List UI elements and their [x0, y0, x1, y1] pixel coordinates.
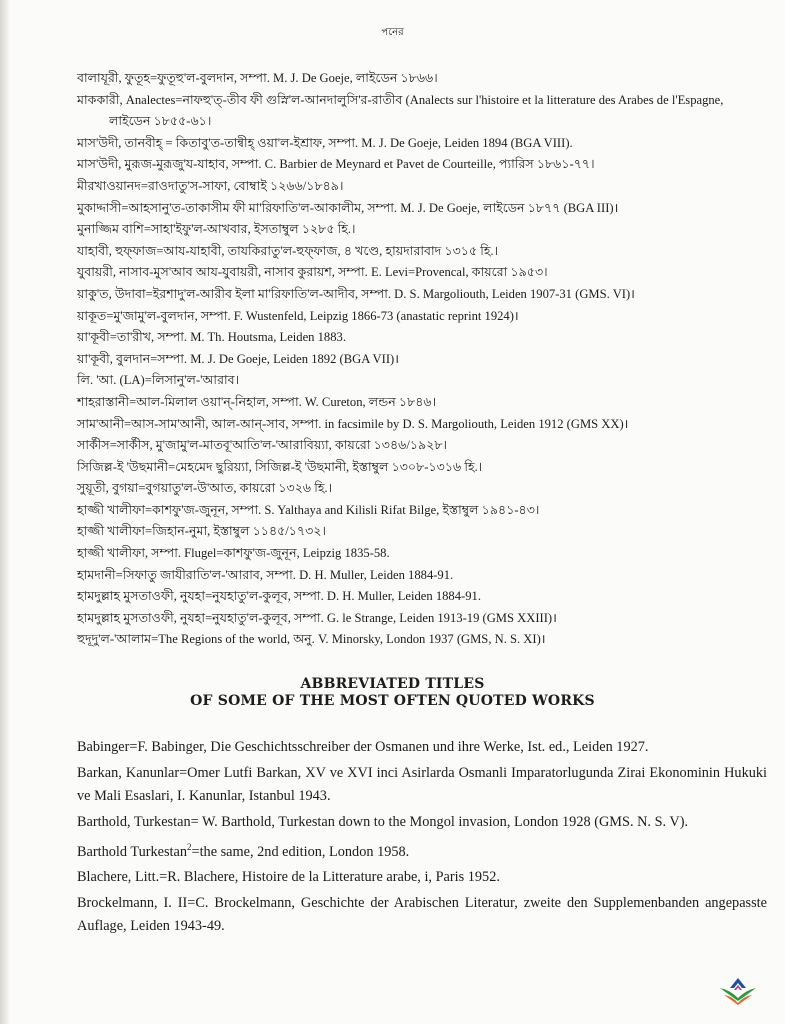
bibliography-entry: মাস'উদী, মুরূজ-মুরূজু'য-যাহাব, সম্পা. C. Barbier de Meynard et Pavet de Courteille, প্যারিস ১৮৬১-৭৭।: [77, 157, 595, 172]
bibliography-entry: হামদানী=সিফাতু জাযীরাতি'ল-'আরাব, সম্পা. D. H. Muller, Leiden 1884-91.: [77, 567, 454, 582]
abbreviation-value: =the same, 2nd edition, London 1958.: [191, 843, 410, 860]
bibliography-entry: লি. 'আ. (LA)=লিসানু'ল-'আরাব।: [77, 373, 240, 388]
bibliography-entry: মাককারী, Analectes=নাফহু'ত্-তীব ফী গুস্নি'ল-আনদালুসি'র-রাতীব (Analects sur l'histoire et la litterature des Arabes de l'Espagne, লাইডেন ১৮৫৫-৬১।: [77, 92, 724, 129]
bibliography-list: [77, 68, 767, 651]
bibliography-entry: যুবায়রী, নাসাব-মুস'আব আয-যুবায়রী, নাসাব কুরায়শ, সম্পা. E. Levi=Provencal, কায়রো ১৯৫৩।: [77, 265, 548, 280]
logo-green-wing: [720, 988, 756, 1001]
abbreviation-entry: Barthold, Turkestan= W. Barthold, Turkestan down to the Mongol invasion, London 1928 (GMS. N. S. V).: [77, 813, 689, 830]
bibliography-entry: মীরখাওয়ানদ=রাওদাতু'স-সাফা, বোম্বাই ১২৬৬/১৮৪৯।: [77, 178, 344, 193]
bibliography-entry: হামদুল্লাহ মুসতাওফী, নুযহা=নুযহাতু'ল-কুলূব, সম্পা. G. le Strange, Leiden 1913-19 (GMS XXIII)।: [77, 610, 557, 625]
bibliography-entry: মাস'উদী, তানবীহ্ = কিতাবু'ত-তান্বীহ্ ওয়া'ল-ইশ্রাফ, সম্পা. M. J. De Goeje, Leiden 1894 (BGA VIII).: [77, 135, 573, 150]
bibliography-entry: হাজ্জী খালীফা, সম্পা. Flugel=কাশফু'জ-জুনূন, Leipzig 1835-58.: [77, 546, 390, 561]
bibliography-entry: সার্কীস=সার্কীস, মু'জামু'ল-মাতবূ'আতি'ল-'আরাবিয়্যা, কায়রো ১৩৪৬/১৯২৮।: [77, 438, 448, 453]
scan-edge-shadow: [0, 0, 10, 1024]
bibliography-entry: মুনাজ্জিম বাশি=সাহা'ইফু'ল-আখবার, ইসতাম্বুল ১২৮৫ হি.।: [77, 222, 356, 237]
abbreviation-entry: Babinger=F. Babinger, Die Geschichtsschreiber der Osmanen und ihre Werke, Ist. ed., Leiden 1927.: [77, 739, 649, 755]
section-title-line1: ABBREVIATED TITLES: [300, 676, 485, 692]
bibliography-entry: য়া'কূবী=তা'রীখ, সম্পা. M. Th. Houtsma, Leiden 1883.: [77, 330, 346, 345]
abbreviation-entry: Blachere, Litt.=R. Blachere, Histoire de la Litterature arabe, i, Paris 1952.: [77, 869, 500, 886]
superscript: 2: [187, 842, 192, 852]
bibliography-entry: শাহরাস্তানী=আল-মিলাল ওয়া'ন্-নিহাল, সম্পা. W. Cureton, লন্ডন ১৮৪৬।: [77, 394, 437, 409]
abbreviation-entry: [77, 836, 767, 864]
bibliography-entry: বালাযূরী, ফুতূহ=ফুতূহু'ল-বুলদান, সম্পা. M. J. De Goeje, লাইডেন ১৮৬৬।: [77, 71, 438, 85]
abbreviation-list: [77, 736, 767, 941]
bibliography-entry: য়াকু'ত, উদাবা=ইরশাদু'ল-আরীব ইলা মা'রিফাতি'ল-আদীব, সম্পা. D. S. Margoliouth, Leiden 1907-31 (GMS. VI)।: [77, 286, 635, 301]
bibliography-entry: হুদূদু'ল-'আলাম=The Regions of the world, অনু. V. Minorsky, London 1937 (GMS, N. S. XI)।: [77, 632, 546, 647]
bibliography-entry: সাম'আনী=আস-সাম'আনী, আল-আন্-সাব, সম্পা. in facsimile by D. S. Margoliouth, Leiden 1912 (GMS XX)।: [77, 416, 629, 431]
bibliography-entry: যাহাবী, হুফ্ফাজ=আয-যাহাবী, তাযকিরাতু'ল-হুফ্ফাজ, ৪ খণ্ডে, হায়দারাবাদ ১৩১৫ হি.।: [77, 243, 499, 258]
abbreviation-entry: Brockelmann, I. II=C. Brockelmann, Geschichte der Arabischen Literatur, zweite den Supplemenbanden angepasste Auflage, Leiden 1943-49.: [77, 894, 767, 935]
bibliography-entry: হামদুল্লাহ মুসতাওফী, নুযহা=নুযহাতু'ল-কুলূব, সম্পা. D. H. Muller, Leiden 1884-91.: [77, 589, 481, 604]
bibliography-entry: সিজিল্ল-ই 'উছমানী=মেহমেদ ছুরিয়্যা, সিজিল্ল-ই 'উছমানী, ইস্তাম্বুল ১৩০৮-১৩১৬ হি.।: [77, 459, 483, 474]
publisher-logo-icon: [716, 974, 760, 1006]
abbreviation-entry: Barkan, Kanunlar=Omer Lutfi Barkan, XV ve XVI inci Asirlarda Osmanli Imparatorlugunda Zirai Ekonominin Hukuki ve Mali Esaslari, I. Kanunlar, Istanbul 1943.: [77, 764, 767, 804]
bibliography-entry: মুকাদ্দাসী=আহসানু'ত-তাকাসীম ফী মা'রিফাতি'ল-আকালীম, সম্পা. M. J. De Goeje, লাইডেন ১৮৭৭ (BGA III)।: [77, 200, 619, 215]
bibliography-entry: য়া'কূবী, বুলদান=সম্পা. M. J. De Goeje, Leiden 1892 (BGA VII)।: [77, 351, 399, 366]
page-number: পনের: [381, 27, 404, 38]
bibliography-entry: হাজ্জী খালীফা=জিহান-নুমা, ইস্তাম্বুল ১১৪৫/১৭৩২।: [77, 524, 327, 539]
bibliography-entry: হাজ্জী খালীফা=কাশফু'জ-জুনূন, সম্পা. S. Yalthaya and Kilisli Rifat Bilge, ইস্তাম্বুল ১৯৪১-৪৩।: [77, 502, 540, 517]
bibliography-entry: সুয়ূতী, বুগয়া=বুগয়াতু'ল-উ'আত, কায়রো ১৩২৬ হি.।: [77, 481, 333, 496]
section-title-line2: OF SOME OF THE MOST OFTEN QUOTED WORKS: [190, 693, 595, 709]
bibliography-entry: য়াকূত=মু'জামু'ল-বুলদান, সম্পা. F. Wustenfeld, Leipzig 1866-73 (anastatic reprint 1924)।: [77, 308, 519, 323]
abbreviation-key: Barthold Turkestan: [77, 843, 188, 860]
